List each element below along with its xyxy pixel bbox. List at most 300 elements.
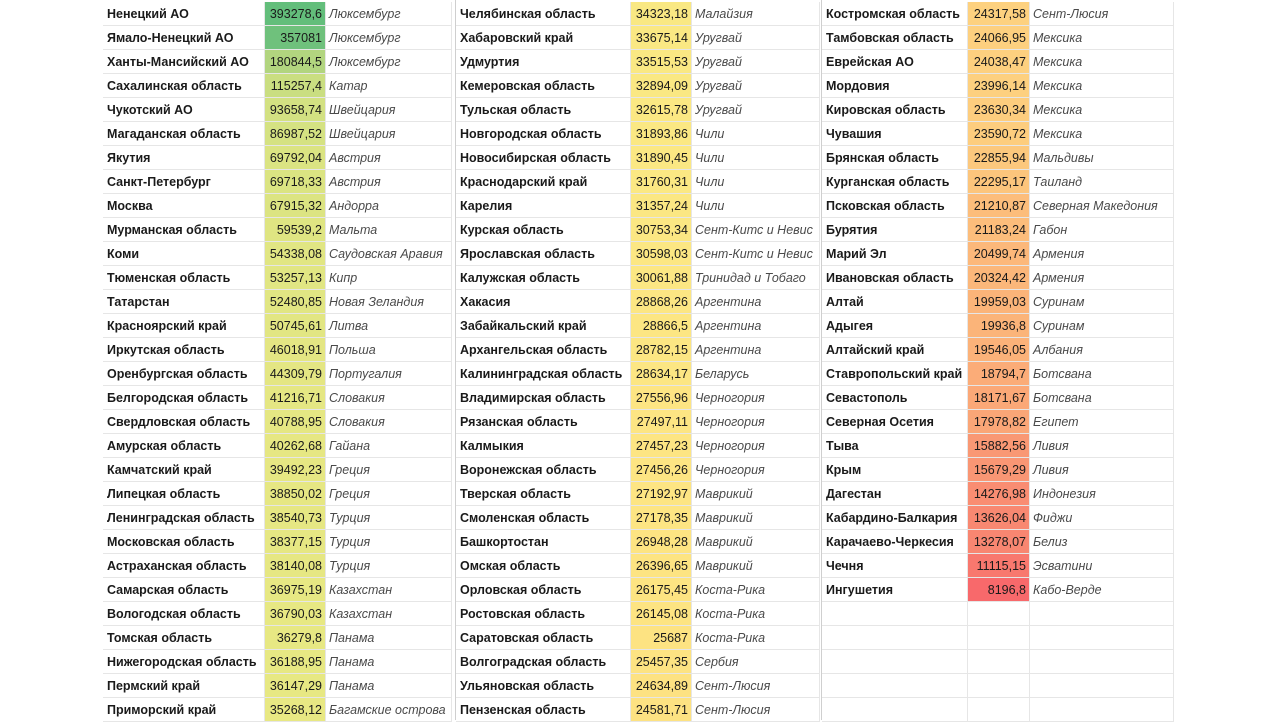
value-cell[interactable]: 28866,5 [631,314,692,338]
value-cell[interactable]: 22295,17 [968,170,1030,194]
value-cell[interactable]: 23996,14 [968,74,1030,98]
value-cell[interactable]: 27556,96 [631,386,692,410]
table-row [822,578,1174,602]
country-cell[interactable]: Белиз [1030,530,1174,554]
country-cell[interactable]: Панама [326,650,452,674]
country-cell[interactable]: Чили [692,122,820,146]
value-cell[interactable]: 13278,07 [968,530,1030,554]
region-cell[interactable]: Смоленская область [456,506,631,530]
region-cell[interactable]: Самарская область [103,578,265,602]
value-cell[interactable]: 26396,65 [631,554,692,578]
region-cell[interactable]: Ивановская область [822,266,968,290]
value-cell[interactable]: 22855,94 [968,146,1030,170]
country-cell[interactable]: Ботсвана [1030,386,1174,410]
value-cell[interactable]: 24634,89 [631,674,692,698]
empty-cell[interactable] [968,650,1030,674]
table-row [822,674,1174,698]
table-row [456,122,820,146]
country-cell[interactable]: Греция [326,458,452,482]
value-cell[interactable]: 28782,15 [631,338,692,362]
region-cell[interactable]: Крым [822,458,968,482]
region-cell[interactable]: Марий Эл [822,242,968,266]
country-cell[interactable]: Армения [1030,242,1174,266]
table-row [456,146,820,170]
country-cell[interactable]: Сент-Китс и Невис [692,242,820,266]
value-cell[interactable]: 38377,15 [265,530,326,554]
value-cell[interactable]: 52480,85 [265,290,326,314]
value-cell[interactable]: 18171,67 [968,386,1030,410]
country-cell[interactable]: Гайана [326,434,452,458]
value-cell[interactable]: 27457,23 [631,434,692,458]
region-cell[interactable]: Московская область [103,530,265,554]
country-cell[interactable]: Габон [1030,218,1174,242]
value-cell[interactable]: 36975,19 [265,578,326,602]
country-cell[interactable]: Чили [692,146,820,170]
table-row [456,674,820,698]
country-cell[interactable]: Суринам [1030,314,1174,338]
table-row [456,50,820,74]
region-cell[interactable]: Коми [103,242,265,266]
value-cell[interactable]: 27192,97 [631,482,692,506]
country-cell[interactable]: Беларусь [692,362,820,386]
table-row [456,2,820,26]
value-cell[interactable]: 31890,45 [631,146,692,170]
region-cell[interactable]: Нижегородская область [103,650,265,674]
table-row [456,386,820,410]
region-cell[interactable]: Камчатский край [103,458,265,482]
country-cell[interactable]: Мальдивы [1030,146,1174,170]
value-cell[interactable]: 53257,13 [265,266,326,290]
table-row [822,266,1174,290]
region-cell[interactable]: Ленинградская область [103,506,265,530]
region-cell[interactable]: Чечня [822,554,968,578]
value-cell[interactable]: 40262,68 [265,434,326,458]
table-row [822,554,1174,578]
value-cell[interactable]: 39492,23 [265,458,326,482]
country-cell[interactable]: Маврикий [692,554,820,578]
country-cell[interactable]: Суринам [1030,290,1174,314]
empty-cell[interactable] [1030,674,1174,698]
value-cell[interactable]: 30753,34 [631,218,692,242]
region-cell[interactable]: Татарстан [103,290,265,314]
region-cell[interactable]: Новгородская область [456,122,631,146]
region-cell[interactable]: Иркутская область [103,338,265,362]
region-cell[interactable]: Тюменская область [103,266,265,290]
region-cell[interactable]: Приморский край [103,698,265,722]
value-cell[interactable]: 46018,91 [265,338,326,362]
country-cell[interactable]: Словакия [326,410,452,434]
region-cell[interactable]: Чукотский АО [103,98,265,122]
table-row [822,122,1174,146]
value-cell[interactable]: 24038,47 [968,50,1030,74]
country-cell[interactable]: Эсватини [1030,554,1174,578]
region-cell[interactable]: Пермский край [103,674,265,698]
region-cell[interactable]: Орловская область [456,578,631,602]
region-cell[interactable]: Свердловская область [103,410,265,434]
empty-cell[interactable] [1030,626,1174,650]
table-row [822,50,1174,74]
country-cell[interactable]: Литва [326,314,452,338]
table-row [456,290,820,314]
value-cell[interactable]: 180844,5 [265,50,326,74]
value-cell[interactable]: 26145,08 [631,602,692,626]
region-cell[interactable]: Кабардино-Балкария [822,506,968,530]
region-cell[interactable]: Амурская область [103,434,265,458]
country-cell[interactable]: Швейцария [326,122,452,146]
value-cell[interactable]: 15679,29 [968,458,1030,482]
country-cell[interactable]: Сербия [692,650,820,674]
region-cell[interactable]: Ямало-Ненецкий АО [103,26,265,50]
region-cell[interactable]: Адыгея [822,314,968,338]
region-cell[interactable]: Пензенская область [456,698,631,722]
country-cell[interactable]: Греция [326,482,452,506]
value-cell[interactable]: 19546,05 [968,338,1030,362]
country-cell[interactable]: Словакия [326,386,452,410]
country-cell[interactable]: Мексика [1030,74,1174,98]
country-cell[interactable]: Северная Македония [1030,194,1174,218]
empty-cell[interactable] [822,602,968,626]
value-cell[interactable]: 33675,14 [631,26,692,50]
country-cell[interactable]: Польша [326,338,452,362]
region-cell[interactable]: Оренбургская область [103,362,265,386]
country-cell[interactable]: Андорра [326,194,452,218]
region-cell[interactable]: Архангельская область [456,338,631,362]
country-cell[interactable]: Новая Зеландия [326,290,452,314]
value-cell[interactable]: 357081 [265,26,326,50]
empty-cell[interactable] [822,698,968,722]
region-cell[interactable]: Владимирская область [456,386,631,410]
region-cell[interactable]: Севастополь [822,386,968,410]
value-cell[interactable]: 32894,09 [631,74,692,98]
region-cell[interactable]: Чувашия [822,122,968,146]
value-cell[interactable]: 32615,78 [631,98,692,122]
country-cell[interactable]: Египет [1030,410,1174,434]
country-cell[interactable]: Сент-Китс и Невис [692,218,820,242]
value-cell[interactable]: 8196,8 [968,578,1030,602]
value-cell[interactable]: 27456,26 [631,458,692,482]
country-cell[interactable]: Катар [326,74,452,98]
region-cell[interactable]: Хакасия [456,290,631,314]
region-cell[interactable]: Тамбовская область [822,26,968,50]
country-cell[interactable]: Уругвай [692,26,820,50]
value-cell[interactable]: 13626,04 [968,506,1030,530]
table-row [822,602,1174,626]
value-cell[interactable]: 28634,17 [631,362,692,386]
value-cell[interactable]: 44309,79 [265,362,326,386]
value-cell[interactable]: 28868,26 [631,290,692,314]
country-cell[interactable]: Таиланд [1030,170,1174,194]
country-cell[interactable]: Турция [326,530,452,554]
region-cell[interactable]: Магаданская область [103,122,265,146]
value-cell[interactable]: 33515,53 [631,50,692,74]
empty-cell[interactable] [968,698,1030,722]
region-cell[interactable]: Ненецкий АО [103,2,265,26]
empty-cell[interactable] [968,626,1030,650]
table-row [456,530,820,554]
region-cell[interactable]: Липецкая область [103,482,265,506]
country-cell[interactable]: Мексика [1030,122,1174,146]
table-row [822,530,1174,554]
value-cell[interactable]: 24066,95 [968,26,1030,50]
region-cell[interactable]: Сахалинская область [103,74,265,98]
region-cell[interactable]: Удмуртия [456,50,631,74]
table-row [103,650,452,674]
country-cell[interactable]: Черногория [692,386,820,410]
value-cell[interactable]: 54338,08 [265,242,326,266]
value-cell[interactable]: 14276,98 [968,482,1030,506]
value-cell[interactable]: 18794,7 [968,362,1030,386]
country-cell[interactable]: Тринидад и Тобаго [692,266,820,290]
value-cell[interactable]: 30061,88 [631,266,692,290]
region-cell[interactable]: Тверская область [456,482,631,506]
value-cell[interactable]: 23630,34 [968,98,1030,122]
region-cell[interactable]: Бурятия [822,218,968,242]
country-cell[interactable]: Уругвай [692,74,820,98]
table-row [103,578,452,602]
country-cell[interactable]: Фиджи [1030,506,1174,530]
region-cell[interactable]: Саратовская область [456,626,631,650]
value-cell[interactable]: 36790,03 [265,602,326,626]
value-cell[interactable]: 393278,6 [265,2,326,26]
country-cell[interactable]: Панама [326,626,452,650]
country-cell[interactable]: Казахстан [326,578,452,602]
region-cell[interactable]: Астраханская область [103,554,265,578]
table-row [103,50,452,74]
value-cell[interactable]: 50745,61 [265,314,326,338]
region-cell[interactable]: Ингушетия [822,578,968,602]
value-cell[interactable]: 36188,95 [265,650,326,674]
value-cell[interactable]: 27178,35 [631,506,692,530]
value-cell[interactable]: 21183,24 [968,218,1030,242]
country-cell[interactable]: Панама [326,674,452,698]
region-cell[interactable]: Краснодарский край [456,170,631,194]
table-row [822,146,1174,170]
country-cell[interactable]: Маврикий [692,530,820,554]
region-cell[interactable]: Волгоградская область [456,650,631,674]
country-cell[interactable]: Турция [326,554,452,578]
region-cell[interactable]: Костромская область [822,2,968,26]
value-cell[interactable]: 25457,35 [631,650,692,674]
region-cell[interactable]: Псковская область [822,194,968,218]
table-row [822,482,1174,506]
value-cell[interactable]: 26175,45 [631,578,692,602]
country-cell[interactable]: Аргентина [692,290,820,314]
value-cell[interactable]: 30598,03 [631,242,692,266]
region-cell[interactable]: Ульяновская область [456,674,631,698]
country-cell[interactable]: Уругвай [692,98,820,122]
value-cell[interactable]: 69718,33 [265,170,326,194]
value-cell[interactable]: 15882,56 [968,434,1030,458]
country-cell[interactable]: Коста-Рика [692,602,820,626]
country-cell[interactable]: Кипр [326,266,452,290]
region-cell[interactable]: Вологодская область [103,602,265,626]
region-cell[interactable]: Белгородская область [103,386,265,410]
country-cell[interactable]: Аргентина [692,314,820,338]
value-cell[interactable]: 34323,18 [631,2,692,26]
country-cell[interactable]: Маврикий [692,506,820,530]
table-row [103,530,452,554]
country-cell[interactable]: Саудовская Аравия [326,242,452,266]
value-cell[interactable]: 19936,8 [968,314,1030,338]
region-cell[interactable]: Санкт-Петербург [103,170,265,194]
empty-cell[interactable] [968,674,1030,698]
region-cell[interactable]: Ставропольский край [822,362,968,386]
value-cell[interactable]: 17978,82 [968,410,1030,434]
empty-cell[interactable] [822,674,968,698]
table-row [456,170,820,194]
country-cell[interactable]: Австрия [326,170,452,194]
value-cell[interactable]: 11115,15 [968,554,1030,578]
region-cell[interactable]: Омская область [456,554,631,578]
table-row [456,338,820,362]
country-cell[interactable]: Черногория [692,434,820,458]
country-cell[interactable]: Черногория [692,458,820,482]
region-cell[interactable]: Курская область [456,218,631,242]
country-cell[interactable]: Багамские острова [326,698,452,722]
empty-cell[interactable] [1030,698,1174,722]
value-cell[interactable]: 36279,8 [265,626,326,650]
country-cell[interactable]: Швейцария [326,98,452,122]
country-cell[interactable]: Черногория [692,410,820,434]
country-cell[interactable]: Люксембург [326,2,452,26]
region-cell[interactable]: Кемеровская область [456,74,631,98]
value-cell[interactable]: 31760,31 [631,170,692,194]
value-cell[interactable]: 31357,24 [631,194,692,218]
region-cell[interactable]: Башкортостан [456,530,631,554]
value-cell[interactable]: 67915,32 [265,194,326,218]
country-cell[interactable]: Малайзия [692,2,820,26]
country-cell[interactable]: Аргентина [692,338,820,362]
value-cell[interactable]: 24317,58 [968,2,1030,26]
region-cell[interactable]: Кировская область [822,98,968,122]
country-cell[interactable]: Армения [1030,266,1174,290]
value-cell[interactable]: 20324,42 [968,266,1030,290]
region-cell[interactable]: Курганская область [822,170,968,194]
region-cell[interactable]: Якутия [103,146,265,170]
country-cell[interactable]: Ливия [1030,458,1174,482]
country-cell[interactable]: Сент-Люсия [692,674,820,698]
country-cell[interactable]: Мальта [326,218,452,242]
region-cell[interactable]: Тульская область [456,98,631,122]
country-cell[interactable]: Уругвай [692,50,820,74]
country-cell[interactable]: Чили [692,170,820,194]
value-cell[interactable]: 41216,71 [265,386,326,410]
region-cell[interactable]: Карелия [456,194,631,218]
region-cell[interactable]: Хабаровский край [456,26,631,50]
country-cell[interactable]: Ботсвана [1030,362,1174,386]
value-cell[interactable]: 36147,29 [265,674,326,698]
empty-cell[interactable] [1030,602,1174,626]
country-cell[interactable]: Ливия [1030,434,1174,458]
region-cell[interactable]: Мордовия [822,74,968,98]
region-cell[interactable]: Калужская область [456,266,631,290]
region-cell[interactable]: Москва [103,194,265,218]
value-cell[interactable]: 26948,28 [631,530,692,554]
table-row [103,674,452,698]
region-cell[interactable]: Ростовская область [456,602,631,626]
value-cell[interactable]: 38140,08 [265,554,326,578]
value-cell[interactable]: 25687 [631,626,692,650]
region-cell[interactable]: Томская область [103,626,265,650]
country-cell[interactable]: Турция [326,506,452,530]
region-cell[interactable]: Карачаево-Черкесия [822,530,968,554]
value-cell[interactable]: 86987,52 [265,122,326,146]
region-cell[interactable]: Дагестан [822,482,968,506]
country-cell[interactable]: Маврикий [692,482,820,506]
region-cell[interactable]: Челябинская область [456,2,631,26]
country-cell[interactable]: Австрия [326,146,452,170]
table-row [103,266,452,290]
country-cell[interactable]: Кабо-Верде [1030,578,1174,602]
region-cell[interactable]: Новосибирская область [456,146,631,170]
country-cell[interactable]: Мексика [1030,98,1174,122]
table-row [456,362,820,386]
value-cell[interactable]: 20499,74 [968,242,1030,266]
value-cell[interactable]: 40788,95 [265,410,326,434]
region-cell[interactable]: Брянская область [822,146,968,170]
value-cell[interactable]: 27497,11 [631,410,692,434]
country-cell[interactable]: Португалия [326,362,452,386]
country-cell[interactable]: Казахстан [326,602,452,626]
value-cell[interactable]: 115257,4 [265,74,326,98]
value-cell[interactable]: 69792,04 [265,146,326,170]
empty-cell[interactable] [968,602,1030,626]
region-cell[interactable]: Ярославская область [456,242,631,266]
country-cell[interactable]: Коста-Рика [692,578,820,602]
value-cell[interactable]: 19959,03 [968,290,1030,314]
country-cell[interactable]: Чили [692,194,820,218]
country-cell[interactable]: Коста-Рика [692,626,820,650]
country-cell[interactable]: Сент-Люсия [692,698,820,722]
value-cell[interactable]: 23590,72 [968,122,1030,146]
empty-cell[interactable] [822,650,968,674]
value-cell[interactable]: 24581,71 [631,698,692,722]
region-cell[interactable]: Алтай [822,290,968,314]
value-cell[interactable]: 38850,02 [265,482,326,506]
empty-cell[interactable] [822,626,968,650]
value-cell[interactable]: 35268,12 [265,698,326,722]
region-cell[interactable]: Воронежская область [456,458,631,482]
value-cell[interactable]: 31893,86 [631,122,692,146]
country-cell[interactable]: Албания [1030,338,1174,362]
table-row [822,506,1174,530]
country-cell[interactable]: Мексика [1030,50,1174,74]
value-cell[interactable]: 93658,74 [265,98,326,122]
value-cell[interactable]: 21210,87 [968,194,1030,218]
country-cell[interactable]: Сент-Люсия [1030,2,1174,26]
region-cell[interactable]: Еврейская АО [822,50,968,74]
region-cell[interactable]: Ханты-Мансийский АО [103,50,265,74]
region-cell[interactable]: Северная Осетия [822,410,968,434]
country-cell[interactable]: Люксембург [326,26,452,50]
table-row [103,698,452,722]
country-cell[interactable]: Люксембург [326,50,452,74]
country-cell[interactable]: Индонезия [1030,482,1174,506]
region-cell[interactable]: Тыва [822,434,968,458]
region-cell[interactable]: Забайкальский край [456,314,631,338]
region-cell[interactable]: Рязанская область [456,410,631,434]
empty-cell[interactable] [1030,650,1174,674]
value-cell[interactable]: 38540,73 [265,506,326,530]
value-cell[interactable]: 59539,2 [265,218,326,242]
country-cell[interactable]: Мексика [1030,26,1174,50]
region-cell[interactable]: Калмыкия [456,434,631,458]
table-row [456,98,820,122]
region-cell[interactable]: Мурманская область [103,218,265,242]
region-cell[interactable]: Калининградская область [456,362,631,386]
region-cell[interactable]: Красноярский край [103,314,265,338]
region-cell[interactable]: Алтайский край [822,338,968,362]
